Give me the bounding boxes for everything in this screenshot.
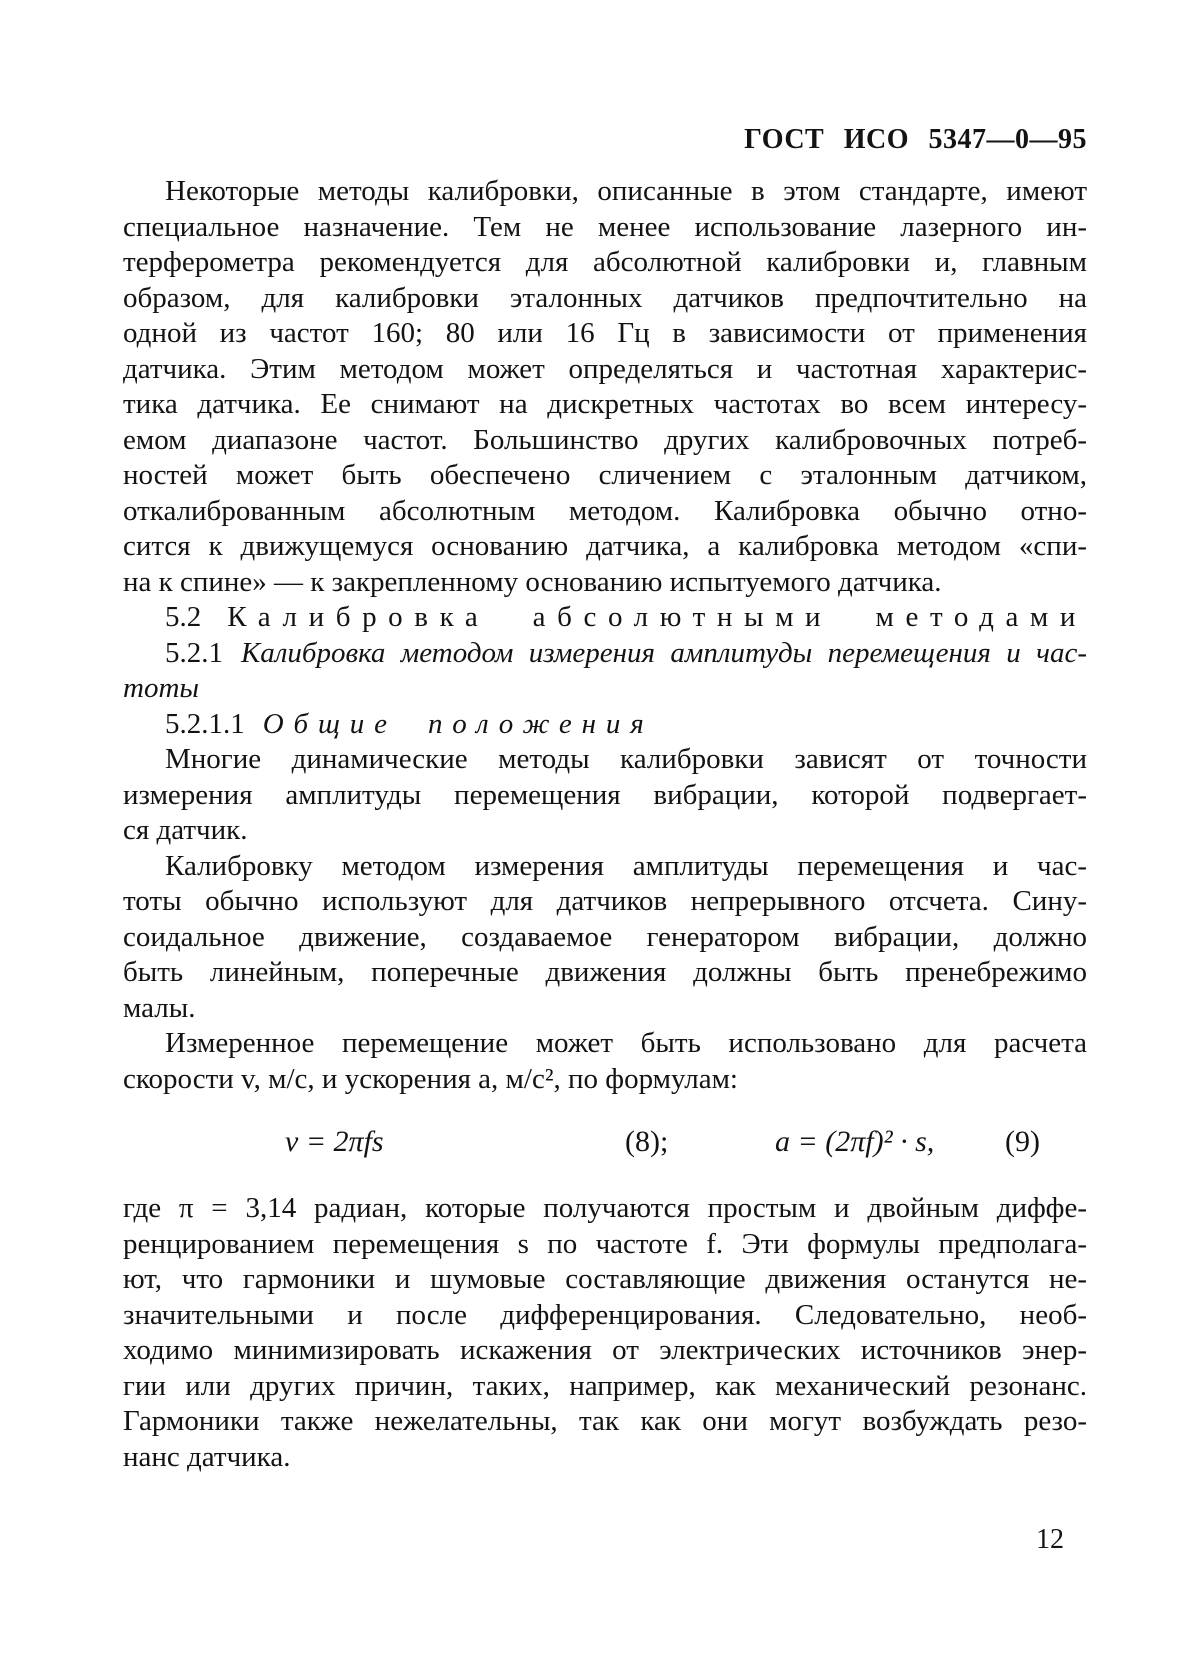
text-line: тика датчика. Ее снимают на дискретных частотах во всем интересу-: [123, 388, 1087, 420]
formula-velocity: v = 2πfs: [285, 1125, 384, 1158]
heading-line: тоты: [123, 672, 200, 704]
text-line: специальное назначение. Тем не менее использование лазерного ин-: [123, 210, 1087, 243]
paragraph-where-clause: [123, 1191, 1087, 1475]
text-line: скорости v, м/с, и ускорения a, м/с², по формулам:: [123, 1062, 738, 1095]
text-line: ренцированием перемещения s по частоте f. Эти формулы предполага-: [123, 1227, 1087, 1260]
heading-text: Калибровка абсолютными методами: [227, 601, 1087, 633]
text-line: одной из частот 160; 80 или 16 Гц в зависимости от применения: [123, 317, 1087, 349]
section-heading-5-2: [123, 600, 1087, 636]
heading-text: Общие положения: [262, 707, 654, 740]
text-line: Гармоники также нежелательны, так как они могут возбуждать резо-: [123, 1405, 1087, 1437]
section-heading-5-2-1: [123, 636, 1087, 707]
text-line: нанс датчика.: [123, 1440, 291, 1473]
heading-text: Калибровка методом измерения амплитуды перемещения и час-: [241, 636, 1087, 669]
text-line: где π = 3,14 радиан, которые получаются простым и двойным диффе-: [123, 1192, 1087, 1224]
formula-acceleration: a = (2πf)² · s,: [775, 1125, 935, 1158]
text-line: Калибровку методом измерения амплитуды перемещения и час-: [165, 849, 1087, 882]
text-line: измерения амплитуды перемещения вибрации, которой подвергает-: [123, 778, 1087, 811]
text-line: ходимо минимизировать искажения от электрических источников энер-: [123, 1334, 1087, 1366]
text-line: ностей может быть обеспечено сличением с эталонным датчиком,: [123, 459, 1087, 491]
paragraph-intro: [123, 174, 1087, 600]
document-body: [123, 174, 1087, 1475]
text-line: датчика. Этим методом может определяться и частотная характерис-: [123, 352, 1087, 385]
formula-row: [123, 1125, 1087, 1161]
text-line: сится к движущемуся основанию датчика, а калибровка методом «спи-: [123, 530, 1087, 562]
text-line: быть линейным, поперечные движения должны быть пренебрежимо: [123, 956, 1087, 988]
formula-reference-8: (8);: [625, 1125, 669, 1158]
heading-line: [123, 636, 1087, 672]
heading-number: 5.2: [165, 601, 202, 633]
text-line: соидальное движение, создаваемое генератором вибрации, должно: [123, 920, 1087, 953]
text-line: тоты обычно используют для датчиков непрерывного отсчета. Сину-: [123, 885, 1087, 917]
text-line: Многие динамические методы калибровки зависят от точности: [165, 743, 1087, 775]
text-line: ют, что гармоники и шумовые составляющие движения останутся не-: [123, 1263, 1087, 1295]
text-line: ся датчик.: [123, 814, 248, 846]
heading-number: 5.2.1: [165, 636, 223, 669]
text-line: терферометра рекомендуется для абсолютной калибровки и, главным: [123, 246, 1087, 278]
text-line: Некоторые методы калибровки, описанные в этом стандарте, имеют: [165, 175, 1087, 207]
formula-reference-9: (9): [1005, 1125, 1040, 1158]
text-line: откалиброванным абсолютным методом. Калибровка обычно отно-: [123, 494, 1087, 527]
document-code-header: ГОСТ ИСО 5347—0—95: [744, 124, 1087, 155]
text-line: малы.: [123, 991, 196, 1024]
text-line: на к спине» — к закрепленному основанию испытуемого датчика.: [123, 565, 942, 598]
section-heading-5-2-1-1: [123, 707, 1087, 743]
text-line: Измеренное перемещение может быть использовано для расчета: [165, 1027, 1087, 1059]
heading-number: 5.2.1.1: [165, 707, 245, 740]
paragraph-accuracy: [123, 742, 1087, 849]
paragraph-method-use: [123, 849, 1087, 1027]
text-line: емом диапазоне частот. Большинство других калибровочных потреб-: [123, 423, 1087, 456]
text-line: гии или других причин, таких, например, как механический резонанс.: [123, 1369, 1087, 1402]
text-line: значительными и после дифференцирования. Следовательно, необ-: [123, 1298, 1087, 1331]
text-line: образом, для калибровки эталонных датчиков предпочтительно на: [123, 281, 1087, 314]
paragraph-displacement: [123, 1026, 1087, 1097]
page-number: 12: [1036, 1524, 1064, 1555]
